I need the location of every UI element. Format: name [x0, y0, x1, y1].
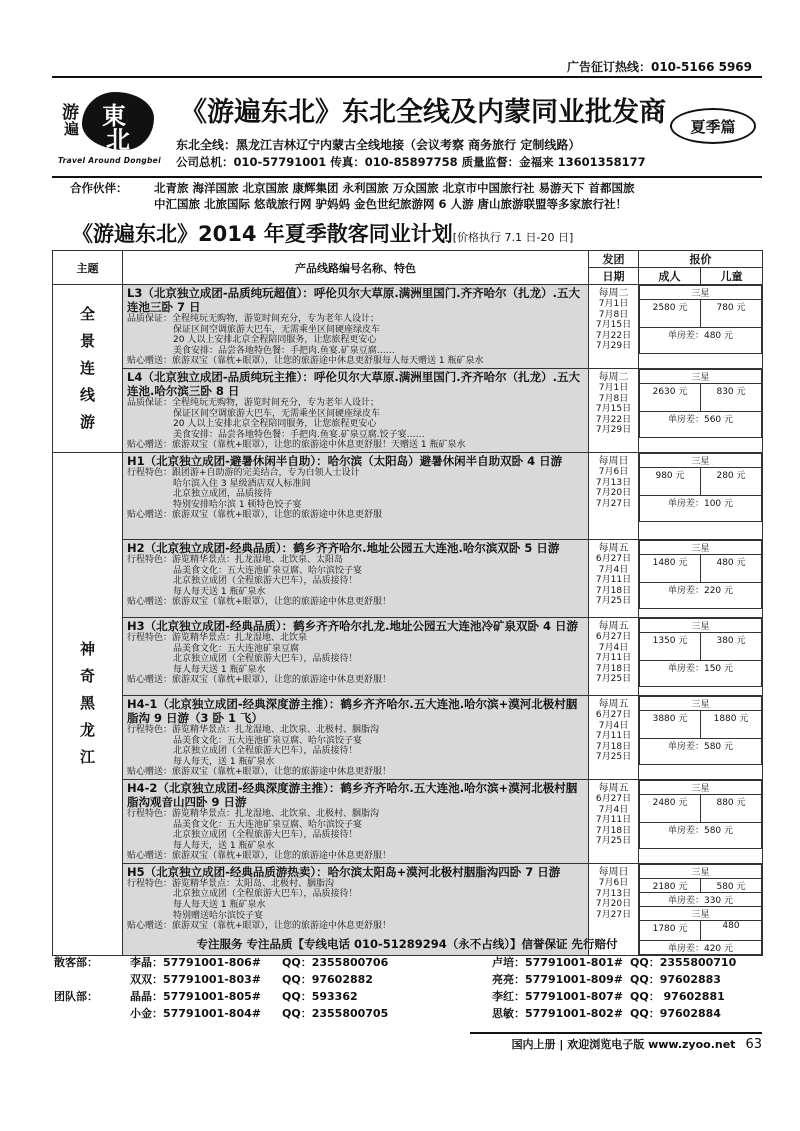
hotel-grade: 三星 [640, 369, 762, 383]
top-divider [52, 76, 762, 78]
route-feature-line: 品美食文化：五大连池矿泉豆腐、哈尔滨饺子宴 [173, 735, 363, 746]
contact-person: 双双：57791001-803# [130, 973, 261, 986]
header-route: 产品线路编号名称、特色 [123, 251, 589, 285]
plan-title-text: 《游遍东北》2014 年夏季散客同业计划 [72, 222, 453, 246]
plan-title [72, 218, 573, 248]
departure-date: 7月29日 [595, 341, 632, 352]
contact-person: 小金：57791001-804# [130, 1007, 261, 1020]
price-cell [639, 285, 763, 369]
route-feature-line: 北京独立成团（全程旅游大巴车），品质接待！ [173, 830, 358, 841]
route-feature-line: 贴心赠送：旅游双宝（靠枕+眼罩），让您的旅游途中休息更舒服！天赠送 1 瓶矿泉水 [127, 440, 466, 451]
theme-char: 线 [79, 385, 95, 404]
route-feature-line: 保证区间空调旅游大巴车，无需乘坐区间硬座绿皮车 [173, 408, 381, 419]
logo-char-bei: 北 [106, 126, 130, 154]
departure-weekday: 每周五 [598, 620, 629, 632]
contact-person: 思敏：57791001-802# [492, 1007, 623, 1020]
departure-date: 7月22日 [595, 414, 632, 425]
departure-dates [589, 285, 639, 369]
theme-cell [53, 452, 123, 955]
logo-english: Travel Around Dongbei [58, 156, 161, 165]
single-room-supplement: 单房差：420 元 [640, 940, 762, 954]
header-adult: 成人 [639, 268, 701, 285]
route-feature-line: 哈尔滨入住 3 星级酒店双人标准间 [173, 478, 311, 489]
header-divider [52, 176, 762, 178]
header-depart: 发团 [589, 251, 639, 268]
ad-hotline: 广告征订热线：010-5166 5969 [566, 60, 752, 74]
route-feature-line: 特别赠送哈尔滨饺子宴 [173, 910, 264, 921]
single-room-supplement: 单房差：480 元 [640, 328, 762, 354]
contact-qq: QQ： 97602881 [630, 990, 725, 1003]
route-feature-line: 行程特色：游览精华景点：扎龙湿地、北饮泉 [127, 632, 308, 643]
departure-dates [589, 539, 639, 617]
partners-label: 合作伙伴： [70, 181, 128, 195]
adult-price: 2580 元 [640, 300, 701, 328]
single-room-supplement: 单房差：330 元 [640, 892, 762, 906]
brand-subtitle: 东北全线：黑龙江吉林辽宁内蒙古全线地接（会议考察 商务旅行 定制线路） [176, 138, 581, 152]
departure-weekday: 每周二 [598, 288, 629, 299]
summer-badge: 夏季篇 [670, 108, 756, 144]
route-title: H5（北京独立成团-经典品质游热卖）：哈尔滨太阳岛+漠河北极村胭脂沟四卧 7 日游 [127, 864, 561, 879]
route-feature-line: 北京独立成团，品质接待 [173, 489, 273, 500]
contact-qq: QQ：593362 [282, 990, 358, 1003]
table-row [53, 452, 763, 539]
departure-date: 7月8日 [598, 309, 629, 320]
departure-date: 7月18日 [595, 585, 632, 596]
header [52, 82, 762, 174]
price-cell [639, 695, 763, 779]
child-price: 280 元 [701, 467, 762, 495]
route-feature-line: 行程特色：跟团游+自助游的完美结合，专为白领人士设计 [127, 467, 360, 478]
child-price: 480 元 [701, 554, 762, 582]
theme-char: 景 [79, 331, 95, 350]
route-description [123, 539, 589, 617]
departure-date: 7月13日 [595, 477, 632, 488]
route-description [123, 695, 589, 779]
route-title: L3（北京独立成团-品质纯玩超值）：呼伦贝尔大草原.满洲里国门.齐齐哈尔（扎龙）.五大连池三卧 7 日 [127, 286, 580, 314]
route-feature-line: 品美食文化：五大连池矿泉豆腐 [173, 643, 300, 654]
theme-char: 全 [79, 304, 95, 323]
hotel-grade: 三星 [640, 780, 762, 794]
child-price: 1880 元 [701, 710, 762, 738]
route-description [123, 285, 589, 369]
child-price: 480 [701, 920, 762, 940]
partners-list-1: 北青旅 海洋国旅 北京国旅 康辉集团 永利国旅 万众国旅 北京市中国旅行社 易游天下 首都国旅 [154, 181, 635, 195]
departure-date: 7月27日 [595, 909, 632, 920]
departure-date: 7月25日 [595, 595, 632, 606]
departure-date: 7月13日 [595, 888, 632, 899]
departure-dates [589, 617, 639, 695]
page-number: 63 [745, 1037, 762, 1052]
table-row [53, 539, 763, 617]
departure-weekday: 每周五 [598, 698, 629, 710]
departure-date: 7月15日 [595, 320, 632, 331]
adult-price: 3880 元 [640, 710, 701, 738]
partners [70, 180, 760, 212]
route-feature-line: 贴心赠送：旅游双宝（靠枕+眼罩），让您的旅游途中休息更舒服！ [127, 597, 392, 608]
header-price: 报价 [639, 251, 763, 268]
route-title: H4-1（北京独立成团-经典深度游主推）：鹤乡齐齐哈尔.五大连池.哈尔滨+漠河北极村胭脂沟 9 日游（3 卧 1 飞） [127, 696, 578, 725]
route-feature-line: 保证区间空调旅游大巴车，无需乘坐区间硬座绿皮车 [173, 324, 381, 335]
partners-row-2 [70, 196, 760, 212]
departure-date: 7月6日 [598, 878, 629, 889]
price-cell [639, 539, 763, 617]
departure-date: 7月25日 [595, 673, 632, 684]
route-title: L4（北京独立成团-品质纯玩主推）：呼伦贝尔大草原.满洲里国门.齐齐哈尔（扎龙）.五大连池.哈尔滨三卧 8 日 [127, 369, 580, 398]
departure-date: 7月25日 [595, 751, 632, 762]
departure-dates [589, 368, 639, 452]
departure-weekday: 每周日 [598, 455, 629, 467]
route-feature-line: 贴心赠送：旅游双宝（靠枕+眼罩），让您的旅游途中休息更舒服 [127, 510, 383, 521]
route-feature-line: 贴心赠送：旅游双宝（靠枕+眼罩），让您的旅游途中休息更舒服每人每天赠送 1 瓶矿泉水 [127, 356, 484, 367]
route-description [123, 779, 589, 863]
route-feature-line: 贴心赠送：旅游双宝（靠枕+眼罩），让您的旅游途中休息更舒服！ [127, 675, 392, 686]
contact-qq: QQ：97602882 [282, 973, 373, 986]
single-room-supplement: 单房差：100 元 [640, 495, 762, 521]
theme-char: 龙 [79, 721, 95, 740]
child-price: 580 元 [701, 878, 762, 892]
route-feature-line: 贴心赠送：旅游双宝（靠枕+眼罩），让您的旅游途中休息更舒服！ [127, 851, 392, 862]
logo-char-dong: 東 [102, 102, 126, 130]
departure-date: 7月11日 [595, 815, 632, 826]
departure-date: 7月25日 [595, 835, 632, 846]
single-room-supplement: 单房差：150 元 [640, 660, 762, 686]
theme-char: 连 [79, 358, 95, 377]
route-feature-line: 美食安排：品尝各地特色餐：手把肉.鱼宴.矿泉豆腐.饺子宴…… [173, 429, 425, 440]
hotel-grade: 三星 [640, 453, 762, 467]
adult-price: 2480 元 [640, 794, 701, 822]
departure-date: 7月18日 [595, 825, 632, 836]
hotel-grade: 三星 [640, 618, 762, 632]
price-cell [639, 452, 763, 539]
route-table [52, 250, 763, 956]
route-title: H2（北京独立成团-经典品质）：鹤乡齐齐哈尔.地址公园五大连池.哈尔滨双卧 5 日游 [127, 540, 560, 555]
departure-dates [589, 452, 639, 539]
table-row [53, 695, 763, 779]
theme-cell [53, 285, 123, 453]
header-date: 日期 [589, 268, 639, 285]
theme-char: 黑 [79, 694, 95, 713]
departure-date: 7月18日 [595, 741, 632, 752]
child-price: 780 元 [701, 300, 762, 328]
route-feature-line: 每人每天送 1 瓶矿泉水 [173, 900, 266, 911]
departure-date: 7月11日 [595, 575, 632, 586]
route-feature-line: 每人每天送 1 瓶矿泉水 [173, 664, 266, 675]
footer [512, 1036, 762, 1052]
contact-qq: QQ：2355800706 [282, 956, 389, 969]
logo-char-you: 游 [62, 103, 79, 123]
service-slogan: 专注服务 专注品质【专线电话 010-51289294（永不占线）】信誉保证 先行赔付 [196, 937, 618, 951]
logo-char-bian: 遍 [64, 120, 80, 138]
departure-date: 7月4日 [598, 642, 629, 653]
contact-person: 卢培：57791001-801# [492, 956, 623, 969]
departure-date: 7月6日 [598, 467, 629, 478]
contact-person: 李晶：57791001-806# [130, 956, 261, 969]
departure-date: 7月4日 [598, 804, 629, 815]
route-feature-line: 行程特色：游览精华景点：扎龙湿地、北饮泉、北极村、胭脂沟 [127, 808, 380, 819]
hotel-grade: 三星 [640, 864, 762, 878]
route-feature-line: 20 人以上安排北京全程陪同服务，让您旅程更安心 [173, 419, 377, 430]
adult-price: 980 元 [640, 467, 701, 495]
departure-weekday: 每周五 [598, 542, 629, 554]
departure-date: 7月11日 [595, 653, 632, 664]
header-theme: 主题 [53, 251, 123, 285]
route-feature-line: 北京独立成团（全程旅游大巴车），品质接待！ [173, 889, 358, 900]
route-feature-line: 行程特色：游览精华景点：扎龙湿地、北饮泉、北极村、胭脂沟 [127, 724, 380, 735]
route-feature-line: 贴心赠送：旅游双宝（靠枕+眼罩），让您的旅游途中休息更舒服！ [127, 767, 392, 778]
contact-qq: QQ：97602883 [630, 973, 721, 986]
departure-date: 7月29日 [595, 425, 632, 435]
table-row [53, 285, 763, 369]
route-feature-line: 美食安排：品尝各地特色餐：手把肉.鱼宴.矿泉豆腐…… [173, 345, 395, 356]
route-description [123, 368, 589, 452]
route-feature-line: 每人每天送 1 瓶矿泉水 [173, 586, 266, 597]
price-cell [639, 617, 763, 695]
departure-date: 7月11日 [595, 731, 632, 742]
table-row [53, 368, 763, 452]
departure-date: 7月22日 [595, 330, 632, 341]
departure-weekday: 每周二 [598, 371, 629, 383]
departure-date: 7月15日 [595, 404, 632, 415]
adult-price: 1480 元 [640, 554, 701, 582]
departure-date: 7月27日 [595, 498, 632, 509]
brand-title: 《游遍东北》东北全线及内蒙同业批发商 [180, 97, 666, 128]
header-child: 儿童 [701, 268, 763, 285]
theme-char: 神 [79, 640, 95, 659]
route-description [123, 452, 589, 539]
hotel-grade: 三星 [640, 540, 762, 554]
route-feature-line: 北京独立成团（全程旅游大巴车），品质接待！ [173, 654, 358, 665]
single-room-supplement: 单房差：220 元 [640, 582, 762, 608]
theme-char: 游 [79, 412, 95, 431]
route-feature-line: 北京独立成团（全程旅游大巴车），品质接待！ [173, 746, 358, 757]
table-row [53, 617, 763, 695]
departure-date: 7月20日 [595, 899, 632, 910]
contact-person: 李红：57791001-807# [492, 990, 623, 1003]
departure-date: 6月27日 [595, 794, 632, 805]
contact-person: 晶晶：57791001-805# [130, 990, 261, 1003]
route-feature-line: 品质保证：全程纯玩无购物，游览时间充分，专为老年人设计； [127, 397, 380, 408]
route-feature-line: 行程特色：游览精华景点：太阳岛、北极村、胭脂沟 [127, 878, 335, 889]
single-room-supplement: 单房差：560 元 [640, 411, 762, 437]
child-price: 830 元 [701, 383, 762, 411]
route-feature-line: 北京独立成团（全程旅游大巴车），品质接待！ [173, 576, 358, 587]
route-description [123, 617, 589, 695]
department-label: 团队部： [54, 990, 98, 1003]
contact-person: 亮亮：57791001-809# [492, 973, 623, 986]
departure-weekday: 每周日 [598, 866, 629, 878]
departure-date: 7月4日 [598, 720, 629, 731]
departure-date: 6月27日 [595, 554, 632, 565]
route-feature-line: 每人每天，送 1 瓶矿泉水 [173, 840, 275, 851]
contact-qq: QQ：97602884 [630, 1007, 721, 1020]
price-cell [639, 368, 763, 452]
departure-date: 7月1日 [598, 383, 629, 394]
table-row [53, 779, 763, 863]
hotel-grade: 三星 [640, 696, 762, 710]
theme-char: 江 [79, 748, 95, 767]
route-title: H4-2（北京独立成团-经典深度游主推）：鹤乡齐齐哈尔.五大连池.哈尔滨+漠河北极村胭脂沟观音山四卧 9 日游 [127, 780, 578, 809]
child-price: 880 元 [701, 794, 762, 822]
footer-text: 国内上册 | 欢迎浏览电子版 www.zyoo.net [511, 1038, 736, 1051]
partners-row-1 [70, 180, 760, 196]
departure-weekday: 每周五 [598, 782, 629, 794]
route-title: H1（北京独立成团-避暑休闲半自助）：哈尔滨（太阳岛）避暑休闲半自助双卧 4 日游 [127, 453, 563, 468]
departure-dates [589, 779, 639, 863]
logo [58, 88, 176, 172]
adult-price: 2180 元 [640, 878, 701, 892]
departure-date: 7月4日 [598, 564, 629, 575]
route-feature-line: 品美食文化：五大连池矿泉豆腐、哈尔滨饺子宴 [173, 819, 363, 830]
adult-price: 1350 元 [640, 632, 701, 660]
brand-contact: 公司总机：010-57791001 传真：010-85897758 质量监督：金福来 13601358177 [176, 155, 646, 169]
route-feature-line: 行程特色：游览精华景点：扎龙湿地、北饮泉、太阳岛 [127, 554, 344, 565]
adult-price: 2630 元 [640, 383, 701, 411]
departure-dates [589, 695, 639, 779]
hotel-grade: 三星 [640, 906, 762, 920]
route-title: H3（北京独立成团-经典品质）：鹤乡齐齐哈尔扎龙.地址公园五大连池冷矿泉双卧 4 日游 [127, 618, 579, 633]
contact-qq: QQ：2355800710 [630, 956, 737, 969]
adult-price: 1780 元 [640, 920, 701, 940]
departure-date: 6月27日 [595, 632, 632, 643]
single-room-supplement: 单房差：580 元 [640, 822, 762, 848]
route-feature-line: 特别安排哈尔滨 1 顿特色饺子宴 [173, 499, 302, 510]
bottom-divider [470, 1032, 762, 1034]
route-feature-line: 品美食文化：五大连池矿泉豆腐、哈尔滨饺子宴 [173, 565, 363, 576]
price-period-note: [价格执行 7.1 日-20 日] [452, 231, 574, 244]
departure-date: 7月18日 [595, 663, 632, 674]
route-feature-line: 品质保证：全程纯玩无购物，游览时间充分，专为老年人设计； [127, 314, 380, 324]
price-cell [639, 779, 763, 863]
theme-char: 奇 [79, 667, 95, 686]
departure-date: 6月27日 [595, 710, 632, 721]
contact-qq: QQ：2355800705 [282, 1007, 389, 1020]
route-feature-line: 每人每天，送 1 瓶矿泉水 [173, 756, 275, 767]
departure-date: 7月20日 [595, 488, 632, 499]
hotel-grade: 三星 [640, 286, 762, 300]
departure-date: 7月8日 [598, 393, 629, 404]
single-room-supplement: 单房差：580 元 [640, 738, 762, 764]
route-feature-line: 20 人以上安排北京全程陪同服务，让您旅程更安心 [173, 335, 377, 346]
contact-section [52, 936, 762, 1020]
partners-list-2: 中汇国旅 北旅国际 悠哉旅行网 驴妈妈 金色世纪旅游网 6 人游 唐山旅游联盟等多家旅行社！ [154, 197, 628, 211]
route-feature-line: 贴心赠送：旅游双宝（靠枕+眼罩），让您的旅游途中休息更舒服！ [127, 921, 392, 932]
child-price: 380 元 [701, 632, 762, 660]
departure-date: 7月1日 [598, 299, 629, 310]
department-label: 散客部： [54, 956, 98, 969]
